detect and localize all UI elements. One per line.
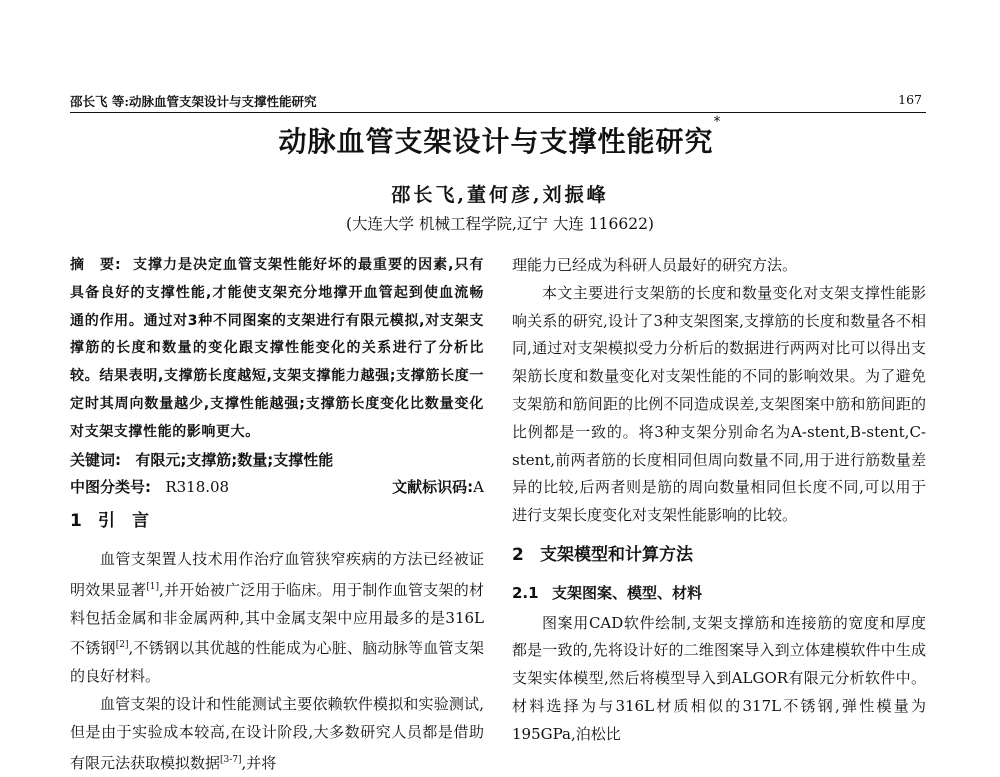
- page-number: 167: [898, 92, 922, 107]
- citation-1: [1]: [146, 581, 159, 592]
- abstract-text: 支撑力是决定血管支架性能好坏的最重要的因素,只有具备良好的支撑性能,才能使支架充分地撑开血管起到使血流畅通的作用。通过对3种不同图案的支架进行有限元模拟,对支架支撑筋的长度和数量的变化跟支撑性能变化的关系进行了分析比较。结果表明,支撑筋长度越短,支架支撑能力越强;支撑筋长度一定时其周向数量越少,支撑性能越强;支撑筋长度变化比数量变化对支架支撑性能的影响更大。: [70, 257, 485, 440]
- s1p2-text-a: 血管支架的设计和性能测试主要依赖软件模拟和实验测试,但是由于实验成本较高,在设计阶段,大多数研究人员都是借助有限元法获取模拟数据: [70, 694, 484, 772]
- abstract-label: 摘 要:: [70, 257, 122, 273]
- doc-code-value: A: [473, 478, 484, 497]
- abstract: [70, 252, 484, 447]
- running-head-title: 邵长飞 等:动脉血管支架设计与支撑性能研究: [70, 94, 317, 109]
- title-footnote-mark: *: [713, 114, 722, 130]
- right-column: [512, 252, 926, 749]
- subsection-2-1-heading: [512, 580, 926, 608]
- paper-title: [0, 114, 1000, 160]
- clc-label: 中图分类号:: [70, 478, 151, 497]
- doc-code-label: 文献标识码:: [392, 478, 474, 497]
- keywords-text: 有限元;支撑筋;数量;支撑性能: [135, 450, 334, 469]
- s1p1-text-a: 血管支架置人技术用作治疗血管狭窄疾病的方法已经被证明效果显著: [70, 549, 484, 599]
- citation-3-7: [3-7]: [220, 754, 242, 765]
- authors: 邵长飞,董何彦,刘振峰: [391, 184, 609, 206]
- section-2-heading: [512, 542, 926, 570]
- section-1-paragraph-1: [70, 546, 484, 691]
- s1p1-text-c: ,不锈钢以其优越的性能成为心脏、脑动脉等血管支架的良好材料。: [70, 639, 484, 686]
- subsection-2-1-paragraph: 图案用CAD软件绘制,支架支撑筋和连接筋的宽度和厚度都是一致的,先将设计好的二维图案导入到立体建模软件中生成支架实体模型,然后将模型导入到ALGOR有限元分析软件中。材料选择为与316L材质相似的317L不锈钢,弹性模量为195GPa,泊松比: [512, 613, 926, 743]
- left-column: [70, 252, 484, 777]
- section-1-paragraph-2: [70, 691, 484, 777]
- section-1-heading: [70, 508, 484, 536]
- s1p1-text-b: ,并开始被广泛用于临床。用于制作血管支架的材料包括金属和非金属两种,其中金属支架中应用最多的是316L不锈钢: [70, 580, 484, 658]
- intro-paragraph-2: 本文主要进行支架筋的长度和数量变化对支架支撑性能影响关系的研究,设计了3种支架图案,支撑筋的长度和数量各不相同,通过对支架模拟受力分析后的数据进行两两对比可以得出支架筋长度和数量变化对支架性能的不同的影响效果。为了避免支架筋和筋间距的比例不同造成误差,支架图案中筋和筋间距的比例都是一致的。将3种支架分别命名为A-stent,B-stent,C-stent,前两者筋的长度相同但周向数量不同,用于进行筋数量差异的比较,后两者则是筋的周向数量相同但长度不同,可以用于进行支架长度变化对支架性能影响的比较。: [512, 283, 926, 525]
- citation-2: [2]: [115, 640, 129, 651]
- running-head: [70, 92, 926, 113]
- s1p2-text-b: ,并将: [241, 753, 277, 772]
- subsection-2-1-number: 2.1: [512, 583, 539, 602]
- section-1-number: 1: [70, 511, 82, 532]
- section-2-number: 2: [512, 544, 524, 565]
- keywords-label: 关键词:: [70, 450, 121, 469]
- clc-value: R318.08: [165, 478, 230, 497]
- section-1-title: 引 言: [98, 511, 149, 532]
- classification-row: [70, 474, 484, 502]
- affiliation: (大连大学 机械工程学院,辽宁 大连 116622): [346, 215, 654, 233]
- continued-text: 理能力已经成为科研人员最好的研究方法。: [512, 256, 798, 274]
- keywords: [70, 447, 484, 475]
- paper-title-text: 动脉血管支架设计与支撑性能研究: [278, 125, 714, 158]
- subsection-2-1-title: 支架图案、模型、材料: [552, 583, 703, 602]
- section-2-title: 支架模型和计算方法: [540, 544, 693, 565]
